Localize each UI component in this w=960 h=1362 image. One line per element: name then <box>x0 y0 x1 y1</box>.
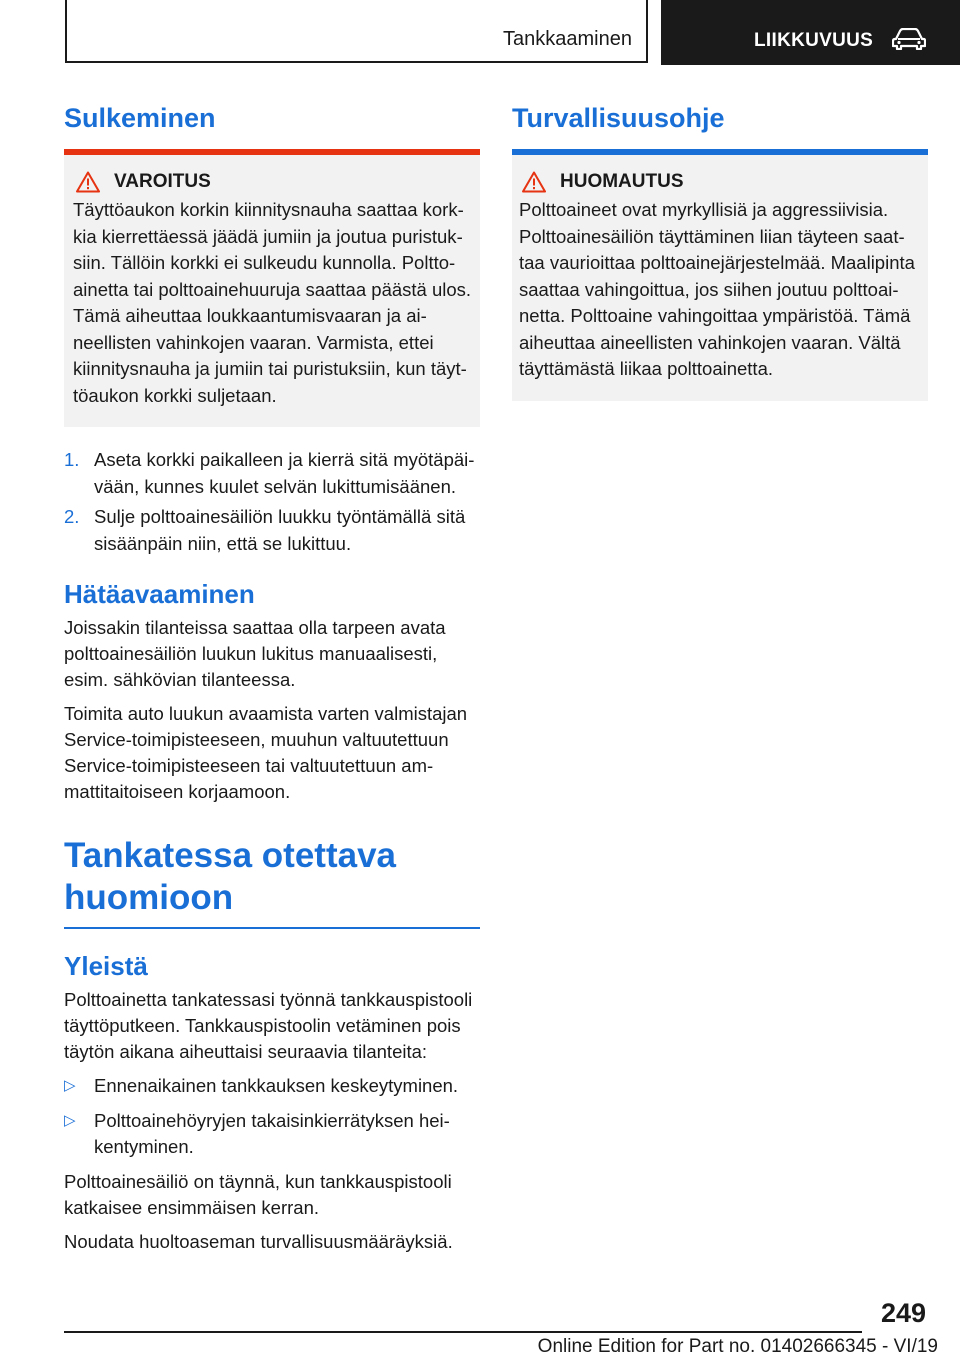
warning-text: Täyttöaukon korkin kiinnitysnauha saattaa korkkia kierrettäessä jäädä jumiin ja joutua puristuksiin. Tällöin korkki ei sulkeudu kunnolla. Polttoainetta tai polttoainehuuruja saattaa päästä ulos. Tämä aiheuttaa loukkaantumisvaaran ja aineellisten vahinkojen vaaran. Varmista, ettei kiinnitysnauha ja jumiin tai puristuksiin, kun täyttöaukon korkki suljetaan. <box>73 199 472 406</box>
list-item <box>64 1108 480 1161</box>
note-label: HUOMAUTUS <box>560 171 684 192</box>
warning-triangle-icon <box>522 171 546 193</box>
step-text: Aseta korkki paikalleen ja kierrä sitä myötäpäivään, kunnes kuulet selvän lukittumisäänen. <box>94 449 475 497</box>
note-box <box>512 149 928 401</box>
list-item <box>64 504 480 557</box>
step-number: 2. <box>64 506 80 527</box>
triangle-bullet-icon: ▷ <box>64 1111 76 1129</box>
triangle-bullet-icon: ▷ <box>64 1077 76 1094</box>
chapter-tab <box>661 0 960 65</box>
warning-triangle-icon <box>76 171 100 193</box>
car-icon <box>892 28 926 50</box>
section-title: Tankkaaminen <box>503 28 632 50</box>
heading-sulkeminen: Sulkeminen <box>64 103 216 133</box>
note-text: Polttoaineet ovat myrkyllisiä ja aggressiivisia. Polttoainesäiliön täyttäminen liian täyteen saattaa vaurioittaa polttoainejärjestelmää. Maalipinta saattaa vahingoittua, jos siihen joutuu polttoainetta. Polttoaine vahingoittaa ympäristöä. Tämä aiheuttaa aineellisten vahinkojen vaaran. Vältä täyttämästä liikaa polttoainetta. <box>519 199 915 379</box>
list-item <box>64 447 480 500</box>
footer-divider <box>64 1331 862 1333</box>
note-header <box>519 171 920 193</box>
bullet-text: Ennenaikainen tankkauksen keskeytyminen. <box>94 1075 459 1096</box>
warning-label: VAROITUS <box>114 171 211 192</box>
step-text: Sulje polttoainesäiliön luukku työntämällä sitä sisäänpäin niin, että se lukittuu. <box>94 506 466 554</box>
paragraph: Polttoainetta tankatessasi työnnä tankkauspistooli täyttöputkeen. Tankkauspistoolin vetäminen pois täytön aikana aiheuttaisi seuraavia tilanteita: <box>64 989 473 1062</box>
bullet-list <box>64 1073 480 1161</box>
footer-edition: Online Edition for Part no. 01402666345 - VI/19 <box>537 1336 938 1357</box>
heading-hataavaaminen: Hätäavaaminen <box>64 579 255 609</box>
steps-list <box>64 447 480 557</box>
list-item <box>64 1073 480 1100</box>
heading-yleista: Yleistä <box>64 951 148 981</box>
bullet-text: Polttoainehöyryjen takaisinkierrätyksen heikentyminen. <box>94 1109 450 1157</box>
step-number: 1. <box>64 449 80 470</box>
left-column <box>64 100 480 1255</box>
paragraph: Noudata huoltoaseman turvallisuusmääräyksiä. <box>64 1230 453 1252</box>
heading-turvallisuusohje: Turvallisuusohje <box>512 103 725 133</box>
right-column <box>512 100 928 401</box>
page-number: 249 <box>880 1298 926 1328</box>
warning-box <box>64 149 480 427</box>
paragraph: Polttoainesäiliö on täynnä, kun tankkauspistooli katkaisee ensimmäisen kerran. <box>64 1170 452 1218</box>
running-header <box>65 0 648 63</box>
paragraph: Toimita auto luukun avaamista varten valmistajan Service-toimipisteeseen, muuhun valtuutettuun Service-toimipisteeseen tai valtuutettuun ammattitaitoiseen korjaamoon. <box>64 703 468 802</box>
paragraph: Joissakin tilanteissa saattaa olla tarpeen avata polttoainesäiliön luukun lukitus manuaalisesti, esim. sähkövian tilanteessa. <box>64 617 446 690</box>
chapter-heading: Tankatessa otettava huomioon <box>64 835 480 929</box>
warning-header <box>73 171 472 193</box>
chapter-tab-label: LIIKKUVUUS <box>754 30 874 51</box>
